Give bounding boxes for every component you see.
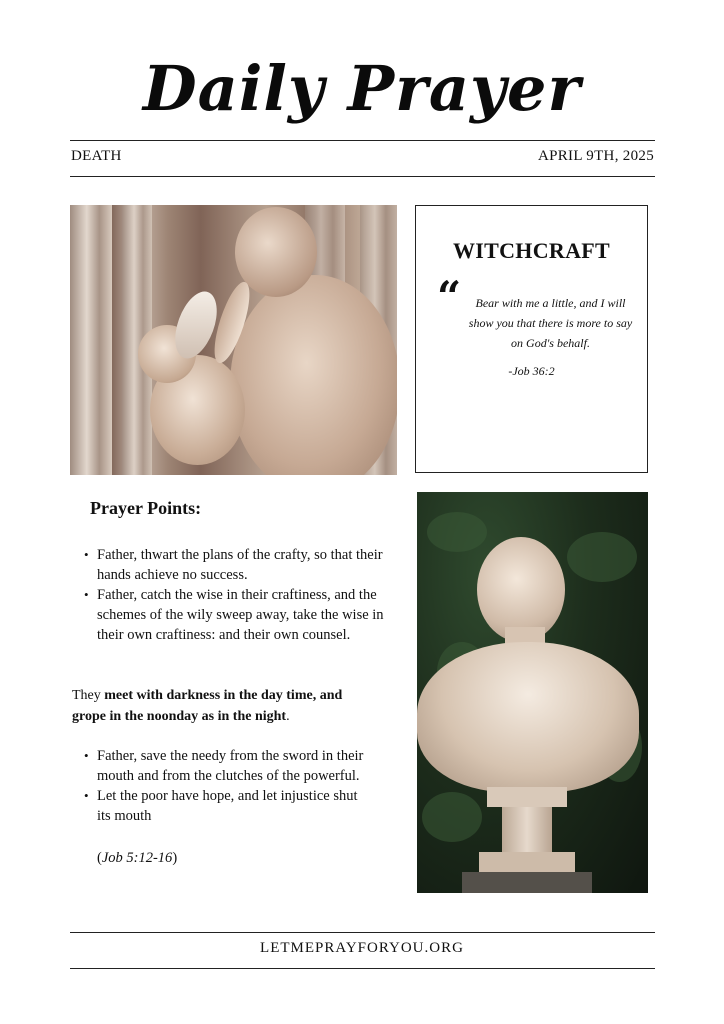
scripture-reference bbox=[97, 848, 177, 868]
paragraph-lead: They bbox=[72, 688, 105, 703]
quote-heading: WITCHCRAFT bbox=[452, 238, 610, 263]
header-bottom-divider bbox=[70, 176, 655, 177]
quote-mark-icon: “ bbox=[437, 272, 462, 321]
quote-reference: -Job 36:2 bbox=[508, 364, 555, 378]
page-title: Daily Prayer bbox=[142, 52, 582, 125]
list-item: • Father, save the needy from the sword in their mouth and from the clutches of the powerful. bbox=[70, 746, 370, 786]
statue-bust-photo bbox=[417, 492, 648, 893]
list-item: • Father, catch the wise in their craftiness, and the schemes of the wily sweep away, take the wise in their own craftiness: and their own counsel. bbox=[70, 585, 385, 645]
paragraph-end: . bbox=[286, 709, 290, 724]
list-item: • Father, thwart the plans of the crafty, so that their hands achieve no success. bbox=[70, 545, 385, 585]
ref-close: ) bbox=[172, 850, 178, 866]
scripture-paragraph bbox=[72, 685, 372, 727]
paragraph-bold: meet with darkness in the day time, and grope in the noonday as in the night bbox=[72, 688, 343, 724]
prayer-points-heading: Prayer Points: bbox=[90, 498, 202, 518]
footer-bottom-divider bbox=[70, 968, 655, 969]
ref-open: ( bbox=[97, 850, 102, 866]
prayer-list-second bbox=[70, 746, 370, 826]
footer-site-link[interactable]: LETMEPRAYFORYOU.ORG bbox=[260, 940, 464, 956]
category-label: DEATH bbox=[71, 148, 122, 164]
header-top-divider bbox=[70, 140, 655, 141]
date-label: APRIL 9TH, 2025 bbox=[537, 148, 654, 164]
prayer-list-first bbox=[70, 545, 385, 645]
list-item: • Let the poor have hope, and let injustice shut its mouth bbox=[70, 786, 370, 826]
ref-text: Job 5:12-16 bbox=[101, 850, 173, 866]
statue-cupid-photo bbox=[70, 205, 397, 475]
footer-top-divider bbox=[70, 932, 655, 933]
quote-text: Bear with me a little, and I will show you that there is more to say on God's behalf. bbox=[468, 296, 633, 350]
